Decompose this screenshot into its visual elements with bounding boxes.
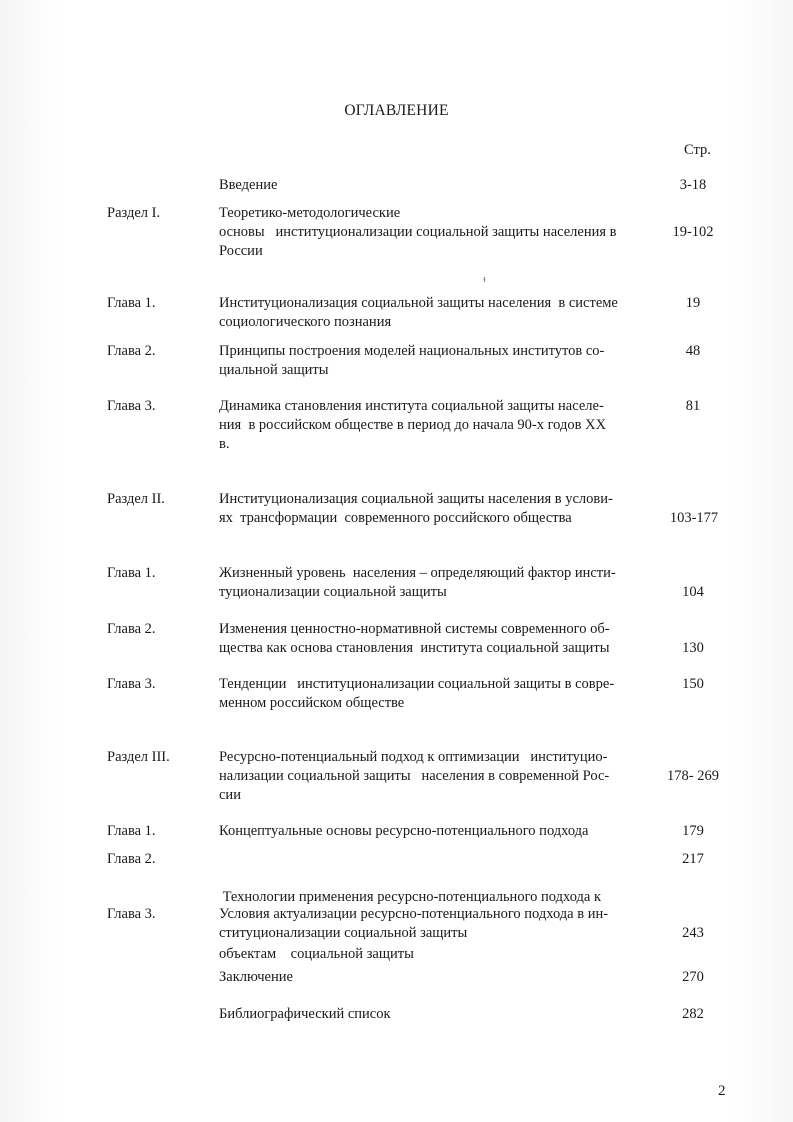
toc-entry-text: Жизненный уровень населения – определяющий фактор инсти- туционализации социальной защиты xyxy=(219,565,616,600)
toc-entry-page: 217 xyxy=(682,851,704,867)
toc-entry-text: Тенденции институционализации социальной защиты в совре- менном российском обществе xyxy=(219,676,615,711)
toc-entry-text: Технологии применения ресурсно-потенциального подхода к объектам социальной защиты xyxy=(219,889,602,962)
toc-entry-label: Глава 3. xyxy=(107,676,156,692)
toc-entry-label: Глава 3. xyxy=(107,398,156,414)
toc-entry-text: Библиографический список xyxy=(219,1006,391,1022)
toc-entry-page: 178- 269 xyxy=(667,768,719,784)
toc-entry-page: 130 xyxy=(682,640,704,656)
toc-entry-text: Теоретико-методологические основы институционализации социальной защиты населения в России xyxy=(219,205,617,259)
toc-entry-text: Условия актуализации ресурсно-потенциального подхода в ин- ституционализации социальной защиты xyxy=(219,906,609,941)
toc-entry-text: Институционализация социальной защиты населения в услови- ях трансформации современного российского общества xyxy=(219,491,613,526)
toc-entry-label: Глава 1. xyxy=(107,823,156,839)
toc-entry-label: Глава 2. xyxy=(107,621,156,637)
toc-entry-page: 19-102 xyxy=(672,224,714,240)
toc-entry-text: Концептуальные основы ресурсно-потенциального подхода xyxy=(219,823,589,839)
toc-entry-page: 270 xyxy=(682,969,704,985)
toc-entry-text: Ресурсно-потенциальный подход к оптимизации институцио- нализации социальной защиты населения в современной Рос- сии xyxy=(219,749,610,803)
toc-entry-text: Принципы построения моделей национальных институтов со- циальной защиты xyxy=(219,343,605,378)
toc-entry-label: Раздел III. xyxy=(107,749,170,765)
toc-entry-text: Институционализация социальной защиты населения в системе социологического познания xyxy=(219,295,618,330)
page-column-header: Стр. xyxy=(684,142,711,158)
toc-entry-text: Введение xyxy=(219,177,278,193)
page-number: 2 xyxy=(718,1083,726,1099)
toc-entry-label: Глава 2. xyxy=(107,851,156,867)
toc-entry-page: 282 xyxy=(682,1006,704,1022)
toc-entry-page: 243 xyxy=(682,925,704,941)
toc-entry-label: Раздел I. xyxy=(107,205,161,221)
toc-entry-page: 81 xyxy=(685,398,701,414)
toc-entry-label: Глава 2. xyxy=(107,343,156,359)
toc-entry-text: Изменения ценностно-нормативной системы современного об- щества как основа становления института социальной защиты xyxy=(219,621,610,656)
toc-entry-page: 103-177 xyxy=(669,510,719,526)
toc-entry-label: Глава 1. xyxy=(107,565,156,581)
scan-speck: ᵻ xyxy=(483,274,486,285)
toc-entry-page: 179 xyxy=(682,823,704,839)
document-title: ОГЛАВЛЕНИЕ xyxy=(344,102,449,119)
toc-entry-page: 3-18 xyxy=(679,177,707,193)
toc-entry-label: Глава 1. xyxy=(107,295,156,311)
toc-entry-label: Глава 3. xyxy=(107,906,156,922)
toc-entry-page: 19 xyxy=(685,295,701,311)
toc-entry-page: 150 xyxy=(682,676,704,692)
toc-entry-text: Заключение xyxy=(219,969,293,985)
toc-entry-text: Динамика становления института социальной защиты населе- ния в российском обществе в период до начала 90-х годов XX в. xyxy=(219,398,607,452)
toc-entry-page: 48 xyxy=(685,343,701,359)
toc-entry-page: 104 xyxy=(682,584,704,600)
toc-entry-label: Раздел II. xyxy=(107,491,165,507)
